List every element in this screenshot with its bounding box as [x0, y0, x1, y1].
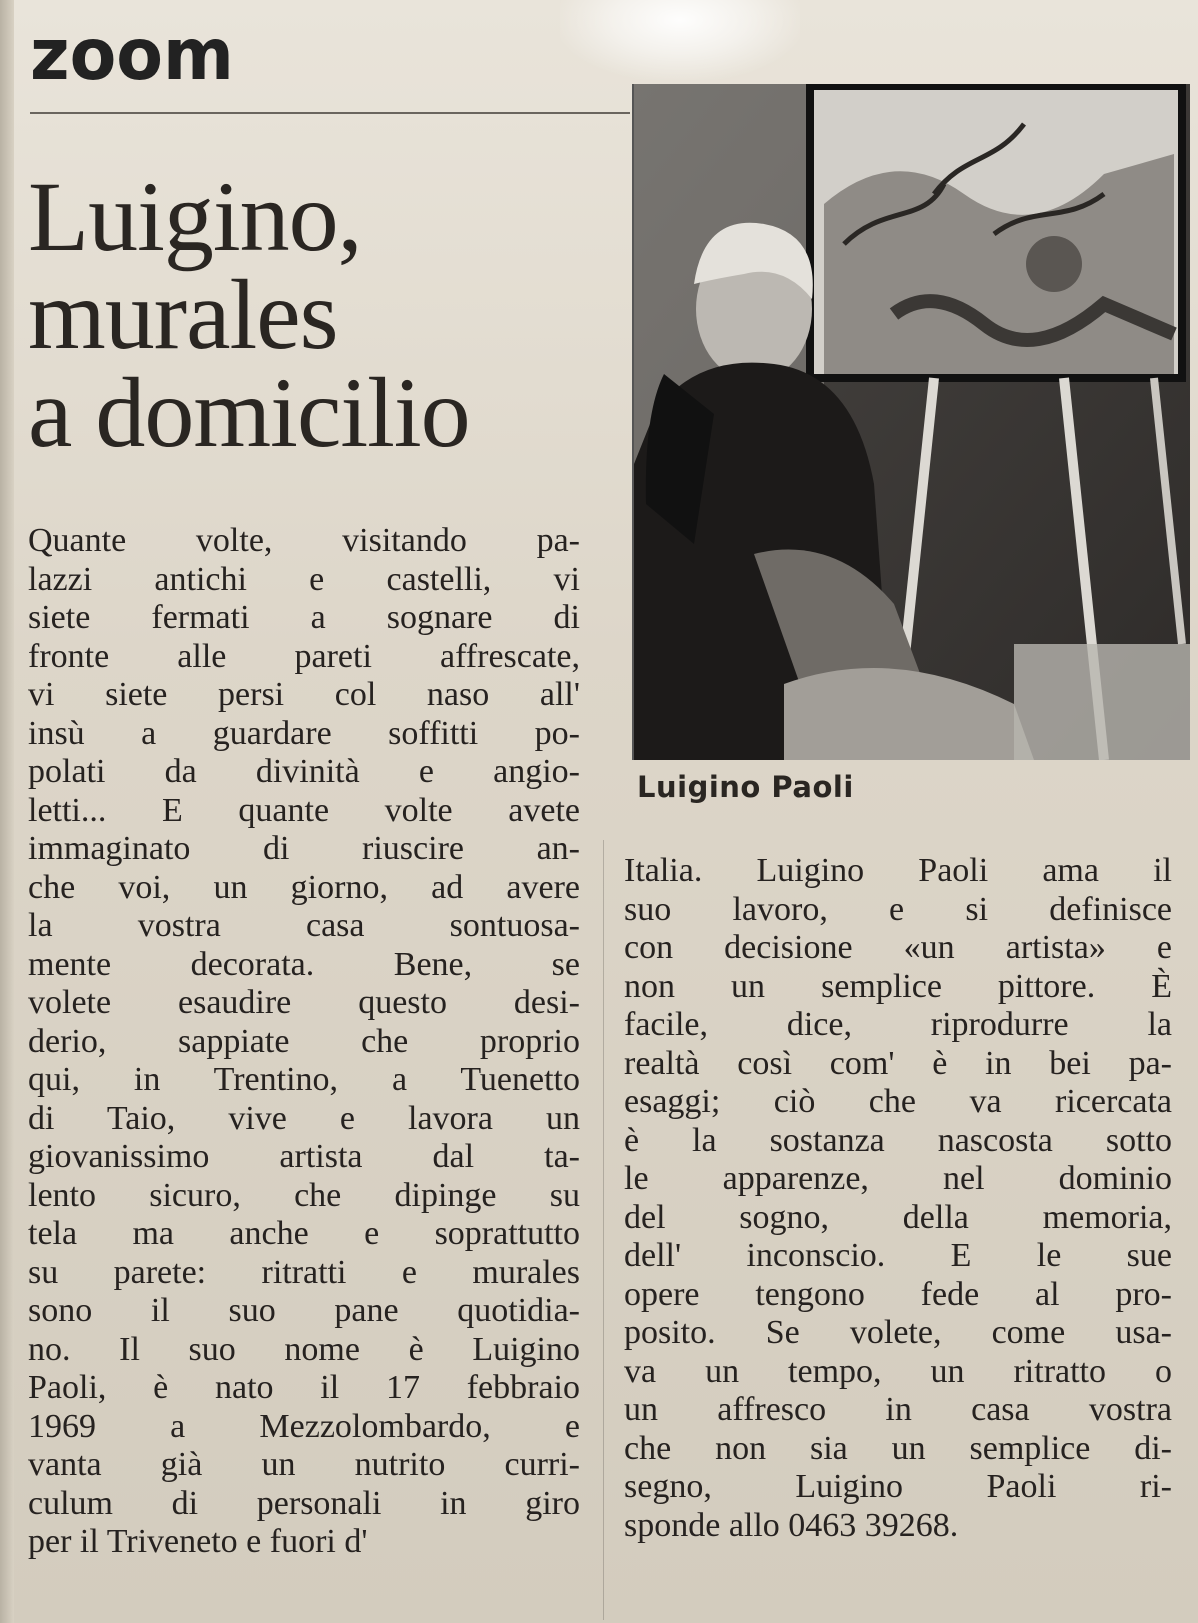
- article-text-line: sono il suo pane quotidia-: [28, 1292, 580, 1329]
- column-gutter: [603, 840, 604, 1620]
- article-text-line: tela ma anche e soprattutto: [28, 1215, 580, 1252]
- article-text-line: posito. Se volete, come usa-: [624, 1314, 1172, 1351]
- article-text-line: va un tempo, un ritratto o: [624, 1352, 1172, 1390]
- page-edge-shadow: [0, 0, 14, 1623]
- article-text-line: esaggi; ciò che va ricercata: [624, 1083, 1172, 1120]
- article-text-line: segno, Luigino Paoli ri-: [624, 1468, 1172, 1505]
- article-text-line: la vostra casa sontuosa-: [28, 907, 580, 944]
- article-text-line: non un semplice pittore. È: [624, 967, 1172, 1005]
- article-text-line: no. Il suo nome è Luigino: [28, 1330, 580, 1368]
- article-text-line: 1969 a Mezzolombardo, e: [28, 1407, 580, 1445]
- article-text-line: vanta già un nutrito curri-: [28, 1446, 580, 1483]
- article-column-left: [28, 522, 580, 1562]
- section-divider: [30, 112, 630, 114]
- article-text-line: suo lavoro, e si definisce: [624, 890, 1172, 928]
- article-text-line: derio, sappiate che proprio: [28, 1022, 580, 1060]
- article-text-line: sponde allo 0463 39268.: [624, 1506, 959, 1544]
- article-text-line: volete esaudire questo desi-: [28, 984, 580, 1021]
- article-text-line: Italia. Luigino Paoli ama il: [624, 852, 1172, 889]
- article-text-line: le apparenze, nel dominio: [624, 1160, 1172, 1197]
- article-text-line: mente decorata. Bene, se: [28, 945, 580, 983]
- article-text-line: fronte alle pareti affrescate,: [28, 637, 580, 675]
- article-text-line: dell' inconscio. E le sue: [624, 1237, 1172, 1274]
- photo-caption: Luigino Paoli: [637, 770, 854, 804]
- article-text-line: su parete: ritratti e murales: [28, 1253, 580, 1291]
- article-text-line: qui, in Trentino, a Tuenetto: [28, 1061, 580, 1098]
- headline-line: Luigino,: [28, 161, 362, 272]
- headline-line: murales: [28, 259, 338, 370]
- article-text-line: che non sia un semplice di-: [624, 1429, 1172, 1467]
- article-text-line: un affresco in casa vostra: [624, 1391, 1172, 1428]
- article-text-line: polati da divinità e angio-: [28, 753, 580, 790]
- article-text-line: del sogno, della memoria,: [624, 1198, 1172, 1236]
- headline: [28, 161, 608, 468]
- article-text-line: è la sostanza nascosta sotto: [624, 1121, 1172, 1159]
- article-text-line: con decisione «un artista» e: [624, 929, 1172, 966]
- article-text-line: insù a guardare soffitti po-: [28, 714, 580, 752]
- section-label: zoom: [30, 14, 234, 97]
- article-text-line: giovanissimo artista dal ta-: [28, 1138, 580, 1175]
- light-glare: [560, 0, 800, 80]
- article-text-line: Quante volte, visitando pa-: [28, 522, 580, 559]
- article-text-line: per il Triveneto e fuori d': [28, 1523, 368, 1560]
- portrait-photo: [632, 84, 1190, 760]
- article-text-line: realtà così com' è in bei pa-: [624, 1044, 1172, 1082]
- article-text-line: culum di personali in giro: [28, 1484, 580, 1522]
- article-text-line: facile, dice, riprodurre la: [624, 1006, 1172, 1043]
- article-text-line: Paoli, è nato il 17 febbraio: [28, 1369, 580, 1406]
- article-text-line: che voi, un giorno, ad avere: [28, 868, 580, 906]
- article-text-line: immaginato di riuscire an-: [28, 830, 580, 867]
- article-text-line: opere tengono fede al pro-: [624, 1275, 1172, 1313]
- article-column-right: [624, 852, 1172, 1545]
- article-text-line: letti... E quante volte avete: [28, 791, 580, 829]
- article-text-line: vi siete persi col naso all': [28, 676, 580, 713]
- article-text-line: lazzi antichi e castelli, vi: [28, 560, 580, 598]
- article-text-line: di Taio, vive e lavora un: [28, 1099, 580, 1137]
- headline-line: a domicilio: [28, 357, 470, 468]
- article-text-line: lento sicuro, che dipinge su: [28, 1176, 580, 1214]
- portrait-photo-image: [634, 84, 1190, 760]
- article-text-line: siete fermati a sognare di: [28, 599, 580, 636]
